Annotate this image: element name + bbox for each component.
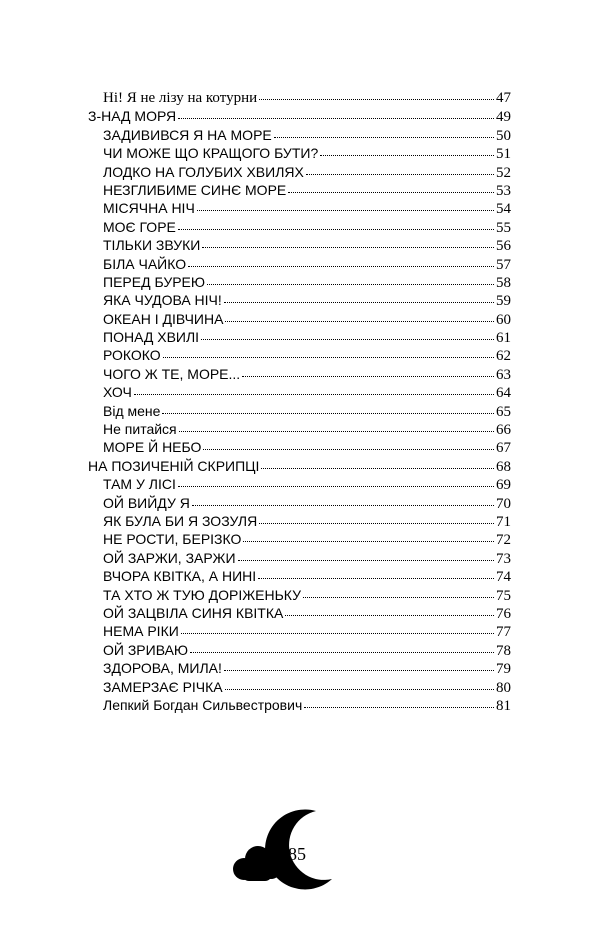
toc-entry-page: 77 bbox=[496, 624, 511, 641]
toc-entry-title: НЕМА РІКИ bbox=[103, 623, 179, 640]
toc-entry bbox=[88, 346, 511, 364]
toc-entry bbox=[88, 641, 511, 659]
toc-entry-title: ОЙ ЗАЦВІЛА СИНЯ КВІТКА bbox=[103, 604, 284, 621]
toc-entry-page: 65 bbox=[496, 403, 511, 420]
dot-leader bbox=[304, 707, 494, 708]
toc-entry bbox=[88, 107, 511, 125]
dot-leader bbox=[178, 486, 494, 487]
dot-leader bbox=[197, 210, 494, 211]
toc-entry-title: ЛОДКО НА ГОЛУБИХ ХВИЛЯХ bbox=[103, 163, 304, 180]
toc-entry-page: 63 bbox=[496, 366, 511, 383]
toc-entry-title: МОЄ ГОРЕ bbox=[103, 218, 176, 235]
toc-entry bbox=[88, 494, 511, 512]
toc-entry-title: ЧОГО Ж ТЕ, МОРЕ... bbox=[103, 365, 241, 382]
toc-entry-page: 58 bbox=[496, 274, 511, 291]
table-of-contents bbox=[88, 89, 511, 714]
toc-entry bbox=[88, 218, 511, 236]
toc-entry-page: 54 bbox=[496, 201, 511, 218]
dot-leader bbox=[225, 321, 494, 322]
toc-entry bbox=[88, 273, 511, 291]
page-number: 85 bbox=[288, 844, 306, 864]
toc-entry-page: 80 bbox=[496, 679, 511, 696]
dot-leader bbox=[285, 615, 494, 616]
toc-entry-page: 75 bbox=[496, 587, 511, 604]
dot-leader bbox=[201, 339, 494, 340]
dot-leader bbox=[242, 376, 494, 377]
toc-entry-page: 56 bbox=[496, 238, 511, 255]
toc-entry-page: 69 bbox=[496, 477, 511, 494]
toc-entry-page: 66 bbox=[496, 422, 511, 439]
toc-entry-title: Не питайся bbox=[103, 421, 177, 438]
toc-entry-page: 53 bbox=[496, 182, 511, 199]
dot-leader bbox=[181, 633, 494, 634]
toc-entry bbox=[88, 530, 511, 548]
toc-entry bbox=[88, 659, 511, 677]
toc-entry-title: ЧИ МОЖЕ ЩО КРАЩОГО БУТИ? bbox=[103, 145, 319, 162]
toc-entry-title: ОЙ ЗАРЖИ, ЗАРЖИ bbox=[103, 549, 236, 566]
toc-entry-title: ПЕРЕД БУРЕЮ bbox=[103, 273, 206, 290]
dot-leader bbox=[261, 468, 494, 469]
toc-entry bbox=[88, 678, 511, 696]
dot-leader bbox=[225, 689, 494, 690]
toc-entry-page: 50 bbox=[496, 127, 511, 144]
dot-leader bbox=[192, 505, 494, 506]
toc-entry bbox=[88, 420, 511, 438]
dot-leader bbox=[207, 284, 494, 285]
toc-entry-title: Ні! Я не лізу на котурни bbox=[103, 90, 258, 106]
toc-entry-title: Лепкий Богдан Сильвестрович bbox=[103, 696, 303, 713]
dot-leader bbox=[224, 302, 494, 303]
toc-entry-page: 49 bbox=[496, 109, 511, 126]
dot-leader bbox=[288, 192, 494, 193]
toc-entry-title: ЯК БУЛА БИ Я ЗОЗУЛЯ bbox=[103, 512, 258, 529]
toc-entry-title: МОРЕ Й НЕБО bbox=[103, 439, 202, 456]
dot-leader bbox=[306, 174, 494, 175]
page-folio bbox=[228, 805, 340, 891]
dot-leader bbox=[258, 578, 494, 579]
toc-entry bbox=[88, 328, 511, 346]
toc-entry-page: 57 bbox=[496, 256, 511, 273]
dot-leader bbox=[178, 118, 494, 119]
dot-leader bbox=[238, 560, 494, 561]
dot-leader bbox=[163, 357, 494, 358]
dot-leader bbox=[274, 137, 494, 138]
dot-leader bbox=[320, 155, 494, 156]
toc-entry bbox=[88, 236, 511, 254]
toc-entry-page: 76 bbox=[496, 605, 511, 622]
dot-leader bbox=[179, 431, 494, 432]
dot-leader bbox=[178, 229, 494, 230]
dot-leader bbox=[259, 99, 494, 100]
toc-entry-page: 71 bbox=[496, 513, 511, 530]
toc-entry-title: ОЙ ВИЙДУ Я bbox=[103, 494, 190, 511]
toc-entry bbox=[88, 549, 511, 567]
toc-entry-page: 73 bbox=[496, 550, 511, 567]
dot-leader bbox=[162, 413, 494, 414]
crescent-moon-cloud-icon bbox=[228, 805, 340, 891]
toc-entry bbox=[88, 586, 511, 604]
dot-leader bbox=[188, 266, 494, 267]
toc-entry bbox=[88, 475, 511, 493]
toc-entry-page: 64 bbox=[496, 385, 511, 402]
dot-leader bbox=[190, 652, 494, 653]
toc-entry bbox=[88, 199, 511, 217]
toc-entry-page: 61 bbox=[496, 330, 511, 347]
toc-entry-page: 55 bbox=[496, 219, 511, 236]
dot-leader bbox=[134, 394, 494, 395]
toc-entry-title: Від мене bbox=[103, 402, 161, 419]
toc-entry-title: ТАМ У ЛІСІ bbox=[103, 476, 176, 493]
dot-leader bbox=[203, 449, 494, 450]
toc-entry-page: 74 bbox=[496, 569, 511, 586]
toc-entry bbox=[88, 696, 511, 714]
toc-entry-title: НА ПОЗИЧЕНІЙ СКРИПЦІ bbox=[88, 457, 260, 474]
toc-entry bbox=[88, 512, 511, 530]
toc-entry-page: 51 bbox=[496, 146, 511, 163]
toc-entry-title: ХОЧ bbox=[103, 384, 132, 401]
toc-entry-page: 62 bbox=[496, 348, 511, 365]
dot-leader bbox=[202, 247, 494, 248]
toc-entry-title: ЗАМЕРЗАЄ РІЧКА bbox=[103, 678, 223, 695]
toc-entry bbox=[88, 144, 511, 162]
toc-entry bbox=[88, 365, 511, 383]
toc-entry-page: 79 bbox=[496, 661, 511, 678]
toc-entry-title: ЗДОРОВА, МИЛА! bbox=[103, 660, 222, 677]
toc-entry-page: 68 bbox=[496, 458, 511, 475]
toc-entry bbox=[88, 126, 511, 144]
toc-entry-title: ЯКА ЧУДОВА НІЧ! bbox=[103, 292, 222, 309]
toc-entry-title: ПОНАД ХВИЛІ bbox=[103, 329, 200, 346]
toc-entry-page: 70 bbox=[496, 495, 511, 512]
toc-entry-title: НЕЗГЛИБИМЕ СИНЄ МОРЕ bbox=[103, 181, 287, 198]
toc-entry bbox=[88, 181, 511, 199]
toc-entry-page: 72 bbox=[496, 532, 511, 549]
toc-entry bbox=[88, 604, 511, 622]
toc-entry-title: НЕ РОСТИ, БЕРІЗКО bbox=[103, 531, 242, 548]
toc-entry-title: ТІЛЬКИ ЗВУКИ bbox=[103, 237, 201, 254]
toc-entry bbox=[88, 383, 511, 401]
toc-entry-title: ОКЕАН І ДІВЧИНА bbox=[103, 310, 224, 327]
dot-leader bbox=[303, 597, 494, 598]
toc-entry bbox=[88, 310, 511, 328]
toc-entry-title: МІСЯЧНА НІЧ bbox=[103, 200, 195, 217]
toc-entry bbox=[88, 291, 511, 309]
toc-entry bbox=[88, 567, 511, 585]
toc-entry bbox=[88, 402, 511, 420]
toc-entry bbox=[88, 89, 511, 107]
toc-entry-title: БІЛА ЧАЙКО bbox=[103, 255, 187, 272]
toc-entry bbox=[88, 163, 511, 181]
toc-entry-page: 47 bbox=[496, 90, 511, 106]
toc-entry-page: 78 bbox=[496, 642, 511, 659]
toc-entry-title: ТА ХТО Ж ТУЮ ДОРІЖЕНЬКУ bbox=[103, 586, 302, 603]
toc-entry-page: 59 bbox=[496, 293, 511, 310]
toc-entry-page: 60 bbox=[496, 311, 511, 328]
toc-entry-page: 52 bbox=[496, 164, 511, 181]
toc-entry bbox=[88, 255, 511, 273]
toc-entry-title: ВЧОРА КВІТКА, А НИНІ bbox=[103, 568, 257, 585]
toc-entry-page: 81 bbox=[496, 697, 511, 714]
dot-leader bbox=[243, 541, 494, 542]
toc-entry-title: З-НАД МОРЯ bbox=[88, 108, 177, 125]
toc-entry-title: РОКОКО bbox=[103, 347, 161, 364]
toc-entry bbox=[88, 438, 511, 456]
toc-entry-title: ЗАДИВИВСЯ Я НА МОРЕ bbox=[103, 126, 272, 143]
dot-leader bbox=[259, 523, 494, 524]
toc-entry-title: ОЙ ЗРИВАЮ bbox=[103, 641, 189, 658]
toc-entry bbox=[88, 457, 511, 475]
dot-leader bbox=[224, 670, 494, 671]
toc-entry-page: 67 bbox=[496, 440, 511, 457]
toc-entry bbox=[88, 622, 511, 640]
